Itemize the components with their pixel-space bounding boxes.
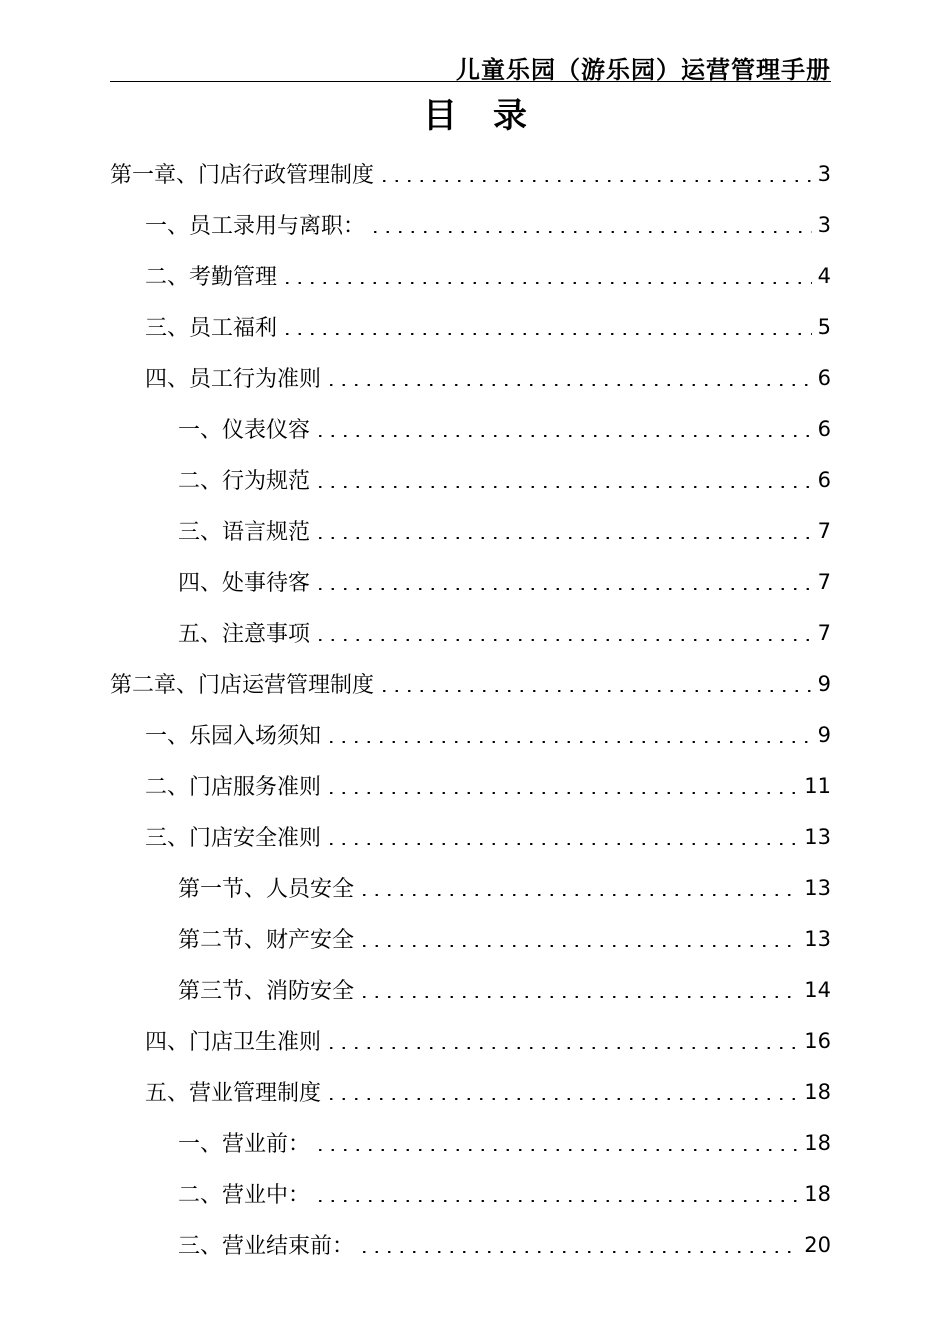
- toc-entry-label: 第二节、财产安全: [178, 928, 355, 953]
- toc-entry[interactable]: [110, 352, 831, 403]
- dot-leader: [325, 843, 798, 845]
- toc-entry[interactable]: [110, 148, 831, 199]
- document-header-title: 儿童乐园（游乐园）运营管理手册: [456, 56, 831, 84]
- toc-entry-label: 第一节、人员安全: [178, 877, 355, 902]
- toc-entry[interactable]: [110, 1168, 831, 1219]
- dot-leader: [358, 894, 798, 896]
- toc-entry[interactable]: [110, 811, 831, 862]
- toc-entry[interactable]: [110, 1015, 831, 1066]
- toc-entry[interactable]: [110, 1066, 831, 1117]
- dot-leader: [369, 231, 812, 233]
- toc-entry-label: 一、营业前：: [178, 1132, 311, 1157]
- toc-entry-page-number: 20: [804, 1232, 831, 1257]
- dot-leader: [314, 588, 812, 590]
- toc-entry-page-number: 5: [817, 314, 831, 339]
- dot-leader: [358, 1251, 798, 1253]
- toc-entry-page-number: 9: [817, 671, 831, 696]
- toc-entry[interactable]: [110, 607, 831, 658]
- toc-entry-label: 一、乐园入场须知: [145, 724, 322, 749]
- toc-entry-label: 二、营业中：: [178, 1183, 311, 1208]
- dot-leader: [325, 1098, 798, 1100]
- toc-entry-label: 三、门店安全准则: [145, 826, 322, 851]
- toc-entry-page-number: 16: [804, 1028, 831, 1053]
- toc-entry[interactable]: [110, 403, 831, 454]
- dot-leader: [358, 996, 798, 998]
- dot-leader: [358, 945, 798, 947]
- toc-entry-label: 一、仪表仪容: [178, 418, 311, 443]
- dot-leader: [325, 792, 798, 794]
- dot-leader: [281, 333, 812, 335]
- toc-entry[interactable]: [110, 1117, 831, 1168]
- toc-entry-label: 五、营业管理制度: [145, 1081, 322, 1106]
- toc-entry-page-number: 3: [817, 212, 831, 237]
- toc-entry-page-number: 14: [804, 977, 831, 1002]
- toc-entry[interactable]: [110, 301, 831, 352]
- toc-entry-page-number: 3: [817, 161, 831, 186]
- toc-heading: 目录: [423, 96, 563, 136]
- toc-entry-label: 一、员工录用与离职：: [145, 214, 366, 239]
- toc-entry-label: 第三节、消防安全: [178, 979, 355, 1004]
- toc-entry-label: 三、员工福利: [145, 316, 278, 341]
- toc-entry-label: 四、门店卫生准则: [145, 1030, 322, 1055]
- header-divider: [110, 81, 831, 82]
- toc-entry-label: 五、注意事项: [178, 622, 311, 647]
- dot-leader: [325, 741, 812, 743]
- toc-entry-label: 四、员工行为准则: [145, 367, 322, 392]
- toc-entry[interactable]: [110, 760, 831, 811]
- toc-entry[interactable]: [110, 709, 831, 760]
- toc-entry[interactable]: [110, 250, 831, 301]
- toc-entry-page-number: 9: [817, 722, 831, 747]
- toc-entry[interactable]: [110, 556, 831, 607]
- dot-leader: [314, 1200, 798, 1202]
- toc-entry-page-number: 6: [817, 365, 831, 390]
- toc-entry-label: 第二章、门店运营管理制度: [110, 673, 375, 698]
- toc-entry-page-number: 6: [817, 467, 831, 492]
- toc-entry-page-number: 7: [817, 569, 831, 594]
- toc-entry[interactable]: [110, 913, 831, 964]
- toc-entry-label: 二、行为规范: [178, 469, 311, 494]
- toc-entry-page-number: 4: [817, 263, 831, 288]
- toc-entry-label: 四、处事待客: [178, 571, 311, 596]
- toc-entry-page-number: 7: [817, 518, 831, 543]
- dot-leader: [314, 537, 812, 539]
- toc-entry-page-number: 13: [804, 824, 831, 849]
- toc-entry-page-number: 18: [804, 1181, 831, 1206]
- dot-leader: [325, 1047, 798, 1049]
- dot-leader: [378, 180, 812, 182]
- dot-leader: [378, 690, 812, 692]
- toc-entry-page-number: 18: [804, 1079, 831, 1104]
- toc-entry-label: 二、考勤管理: [145, 265, 278, 290]
- toc-entry-page-number: 11: [804, 773, 831, 798]
- toc-entry-page-number: 13: [804, 926, 831, 951]
- toc-entry[interactable]: [110, 964, 831, 1015]
- toc-entry-label: 三、营业结束前：: [178, 1234, 355, 1259]
- toc-entry[interactable]: [110, 199, 831, 250]
- toc-entry-label: 三、语言规范: [178, 520, 311, 545]
- toc-entry-page-number: 13: [804, 875, 831, 900]
- dot-leader: [314, 639, 812, 641]
- toc-entry-label: 二、门店服务准则: [145, 775, 322, 800]
- dot-leader: [281, 282, 812, 284]
- toc-entry-page-number: 6: [817, 416, 831, 441]
- toc-entry[interactable]: [110, 1219, 831, 1270]
- dot-leader: [325, 384, 812, 386]
- toc-entry[interactable]: [110, 862, 831, 913]
- dot-leader: [314, 435, 812, 437]
- toc-entry-page-number: 7: [817, 620, 831, 645]
- table-of-contents: [110, 148, 831, 1270]
- toc-entry-page-number: 18: [804, 1130, 831, 1155]
- toc-entry[interactable]: [110, 505, 831, 556]
- toc-entry[interactable]: [110, 658, 831, 709]
- toc-entry-label: 第一章、门店行政管理制度: [110, 163, 375, 188]
- dot-leader: [314, 486, 812, 488]
- dot-leader: [314, 1149, 798, 1151]
- toc-entry[interactable]: [110, 454, 831, 505]
